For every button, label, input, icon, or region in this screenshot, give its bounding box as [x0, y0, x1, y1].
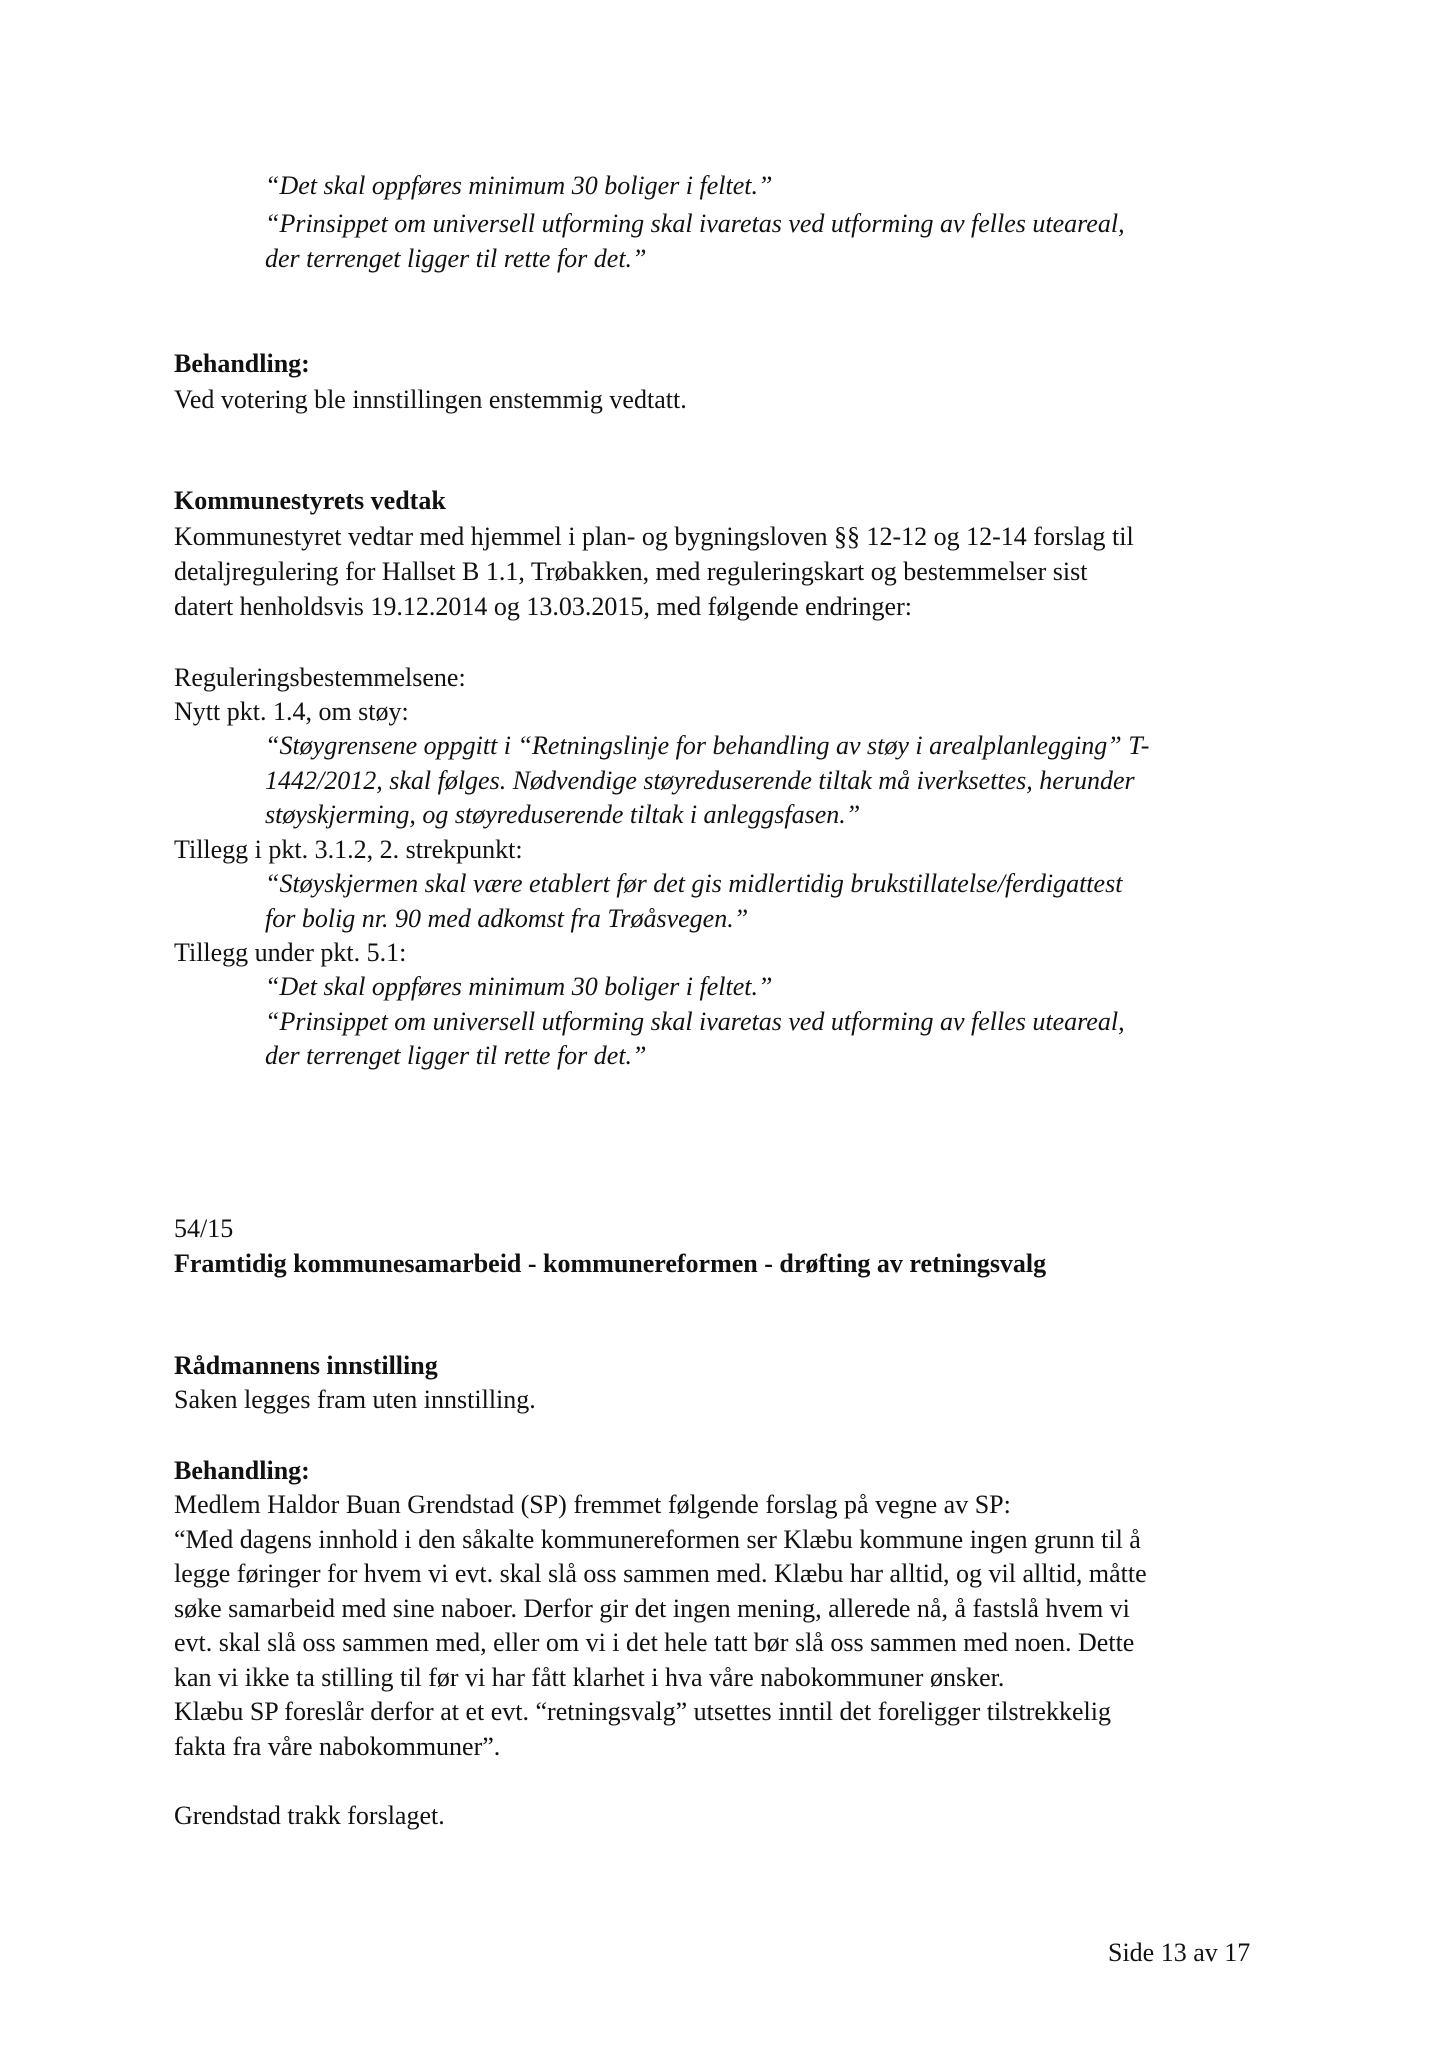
behandling2-line-1: Medlem Haldor Buan Grendstad (SP) fremmet følgende forslag på vegne av SP: — [174, 1490, 1011, 1519]
vedtak-line-3: datert henholdsvis 19.12.2014 og 13.03.2015, med følgende endringer: — [174, 592, 912, 621]
behandling2-line-6: kan vi ikke ta stilling til før vi har fått klarhet i hva våre nabokommuner ønsker. — [174, 1663, 1005, 1692]
quote1-line-1: “Støygrensene oppgitt i “Retningslinje for behandling av støy i arealplanlegging” T- — [265, 731, 1150, 760]
behandling2-line-5: evt. skal slå oss sammen med, eller om vi i det hele tatt bør slå oss sammen med noen. Dette — [174, 1628, 1135, 1657]
behandling-text-1: Ved votering ble innstillingen enstemmig vedtatt. — [174, 385, 687, 414]
vedtak-line-2: detaljregulering for Hallset B 1.1, Trøbakken, med reguleringskart og bestemmelser sist — [174, 557, 1088, 586]
tillegg-2-label: Tillegg under pkt. 5.1: — [174, 938, 407, 967]
behandling2-line-3: legge føringer for hvem vi evt. skal slå oss sammen med. Klæbu har alltid, og vil alltid, måtte — [174, 1559, 1147, 1588]
top-quote-line-3: der terrenget ligger til rette for det.” — [265, 244, 647, 273]
behandling-heading-1: Behandling: — [174, 349, 310, 378]
quote3-line-3: der terrenget ligger til rette for det.” — [265, 1041, 647, 1070]
tillegg-1-label: Tillegg i pkt. 3.1.2, 2. strekpunkt: — [174, 835, 523, 864]
quote1-line-2: 1442/2012, skal følges. Nødvendige støyreduserende tiltak må iverksettes, herunder — [265, 766, 1135, 795]
innstilling-heading: Rådmannens innstilling — [174, 1351, 438, 1380]
quote2-line-2: for bolig nr. 90 med adkomst fra Trøåsvegen.” — [265, 904, 749, 933]
behandling2-closing: Grendstad trakk forslaget. — [174, 1801, 445, 1830]
quote2-line-1: “Støyskjermen skal være etablert før det gis midlertidig brukstillatelse/ferdigattest — [265, 869, 1123, 898]
vedtak-line-1: Kommunestyret vedtar med hjemmel i plan- og bygningsloven §§ 12-12 og 12-14 forslag til — [174, 522, 1134, 551]
top-quote-line-2: “Prinsippet om universell utforming skal ivaretas ved utforming av felles uteareal, — [265, 209, 1125, 238]
case-number: 54/15 — [174, 1214, 234, 1243]
quote1-line-3: støyskjerming, og støyreduserende tiltak i anleggsfasen.” — [265, 800, 861, 829]
innstilling-text: Saken legges fram uten innstilling. — [174, 1385, 536, 1414]
nytt-pkt-label: Nytt pkt. 1.4, om støy: — [174, 697, 409, 726]
behandling2-line-7: Klæbu SP foreslår derfor at et evt. “retningsvalg” utsettes inntil det foreligger tilstrekkelig — [174, 1697, 1111, 1726]
page-number: Side 13 av 17 — [1108, 1938, 1251, 1967]
behandling2-line-4: søke samarbeid med sine naboer. Derfor gir det ingen mening, allerede nå, å fastslå hvem vi — [174, 1594, 1130, 1623]
reguleringsbestemmelsene-label: Reguleringsbestemmelsene: — [174, 663, 466, 692]
case-title: Framtidig kommunesamarbeid - kommunereformen - drøfting av retningsvalg — [174, 1249, 1047, 1278]
behandling2-line-8: fakta fra våre nabokommuner”. — [174, 1732, 501, 1761]
top-quote-line-1: “Det skal oppføres minimum 30 boliger i feltet.” — [265, 171, 773, 200]
quote3-line-1: “Det skal oppføres minimum 30 boliger i feltet.” — [265, 972, 773, 1001]
behandling-heading-2: Behandling: — [174, 1456, 310, 1485]
quote3-line-2: “Prinsippet om universell utforming skal ivaretas ved utforming av felles uteareal, — [265, 1007, 1125, 1036]
vedtak-heading: Kommunestyrets vedtak — [174, 486, 446, 515]
behandling2-line-2: “Med dagens innhold i den såkalte kommunereformen ser Klæbu kommune ingen grunn til å — [174, 1525, 1141, 1554]
